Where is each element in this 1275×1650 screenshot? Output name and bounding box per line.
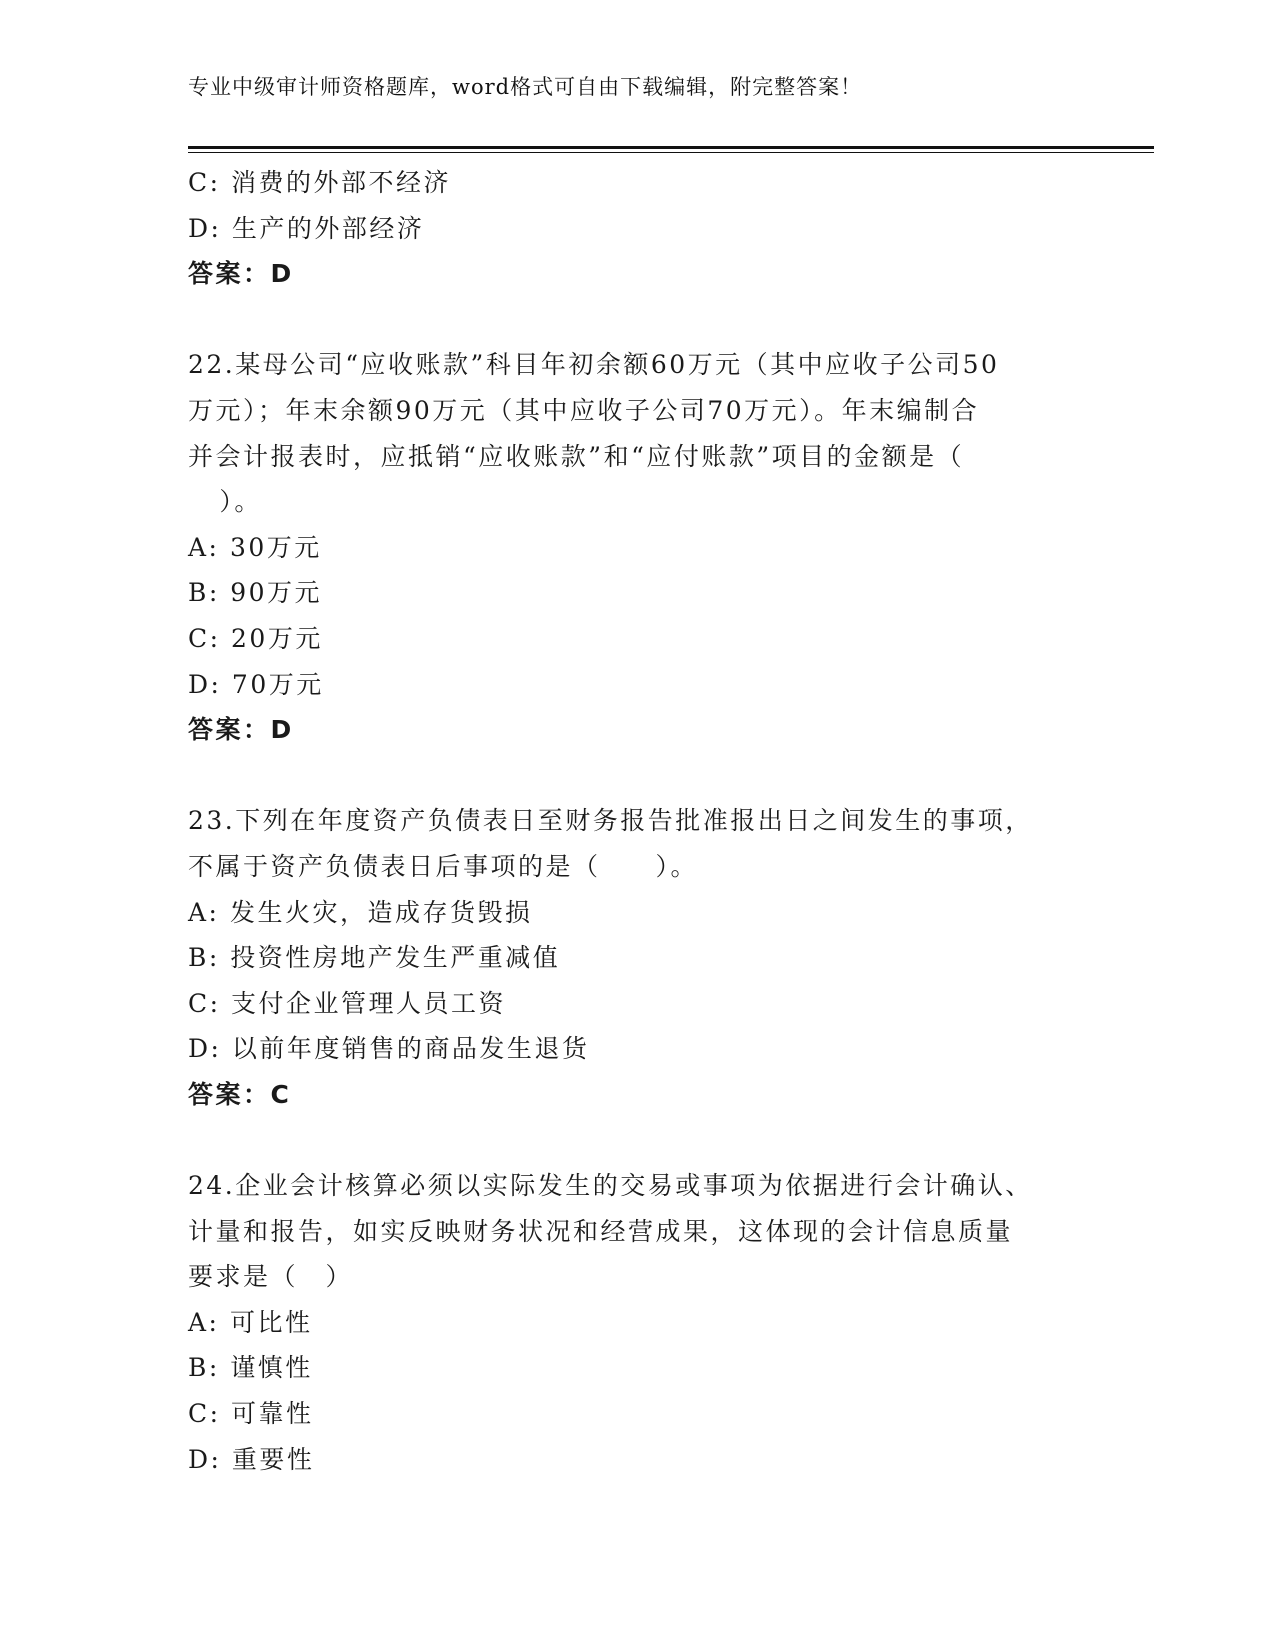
question-text-line: 并会计报表时，应抵销“应收账款”和“应付账款”项目的金额是（ [188, 441, 965, 471]
question-text-line: ）。 [188, 487, 262, 517]
question-24 [188, 1163, 1068, 1482]
option-c: C: 可靠性 [188, 1399, 314, 1429]
question-text-line: 23.下列在年度资产负债表日至财务报告批准报出日之间发生的事项， [188, 806, 1033, 836]
option-d: D: 70万元 [188, 669, 324, 699]
spacer [188, 1117, 1068, 1163]
question-text-line: 万元）；年末余额90万元（其中应收子公司70万元）。年末编制合 [188, 395, 980, 425]
header-rule [188, 146, 1154, 149]
option-a: A: 可比性 [188, 1307, 313, 1337]
spacer [188, 753, 1068, 799]
question-text-line: 24.企业会计核算必须以实际发生的交易或事项为依据进行会计确认、 [188, 1171, 1033, 1201]
page-header: 专业中级审计师资格题库，word格式可自由下载编辑，附完整答案！ [188, 75, 863, 99]
prev-question-block [188, 160, 1068, 297]
option-b: B: 90万元 [188, 578, 323, 608]
option-b: B: 投资性房地产发生严重减值 [188, 943, 561, 973]
option-a: A: 30万元 [188, 532, 322, 562]
option-b: B: 谨慎性 [188, 1353, 313, 1383]
option-c: C: 消费的外部不经济 [188, 168, 452, 197]
option-a: A: 发生火灾，造成存货毁损 [188, 897, 533, 927]
answer-line: 答案：C [188, 1079, 292, 1109]
answer-line: 答案：D [188, 715, 294, 745]
question-text-line: 计量和报告，如实反映财务状况和经营成果，这体现的会计信息质量 [188, 1216, 1014, 1246]
spacer [188, 297, 1068, 343]
header-rule-thin [188, 152, 1154, 153]
option-d: D: 以前年度销售的商品发生退货 [188, 1034, 590, 1064]
option-d: D: 生产的外部经济 [188, 213, 425, 243]
question-23 [188, 798, 1068, 1117]
question-text-line: 22.某母公司“应收账款”科目年初余额60万元（其中应收子公司50 [188, 350, 1000, 380]
question-text-line: 要求是（ ） [188, 1262, 354, 1292]
answer-line: 答案：D [188, 259, 294, 289]
document-body [188, 160, 1068, 1482]
question-text-line: 不属于资产负债表日后事项的是（ ）。 [188, 851, 699, 881]
question-22 [188, 342, 1068, 752]
option-c: C: 支付企业管理人员工资 [188, 988, 507, 1018]
option-c: C: 20万元 [188, 623, 323, 653]
option-d: D: 重要性 [188, 1444, 315, 1474]
